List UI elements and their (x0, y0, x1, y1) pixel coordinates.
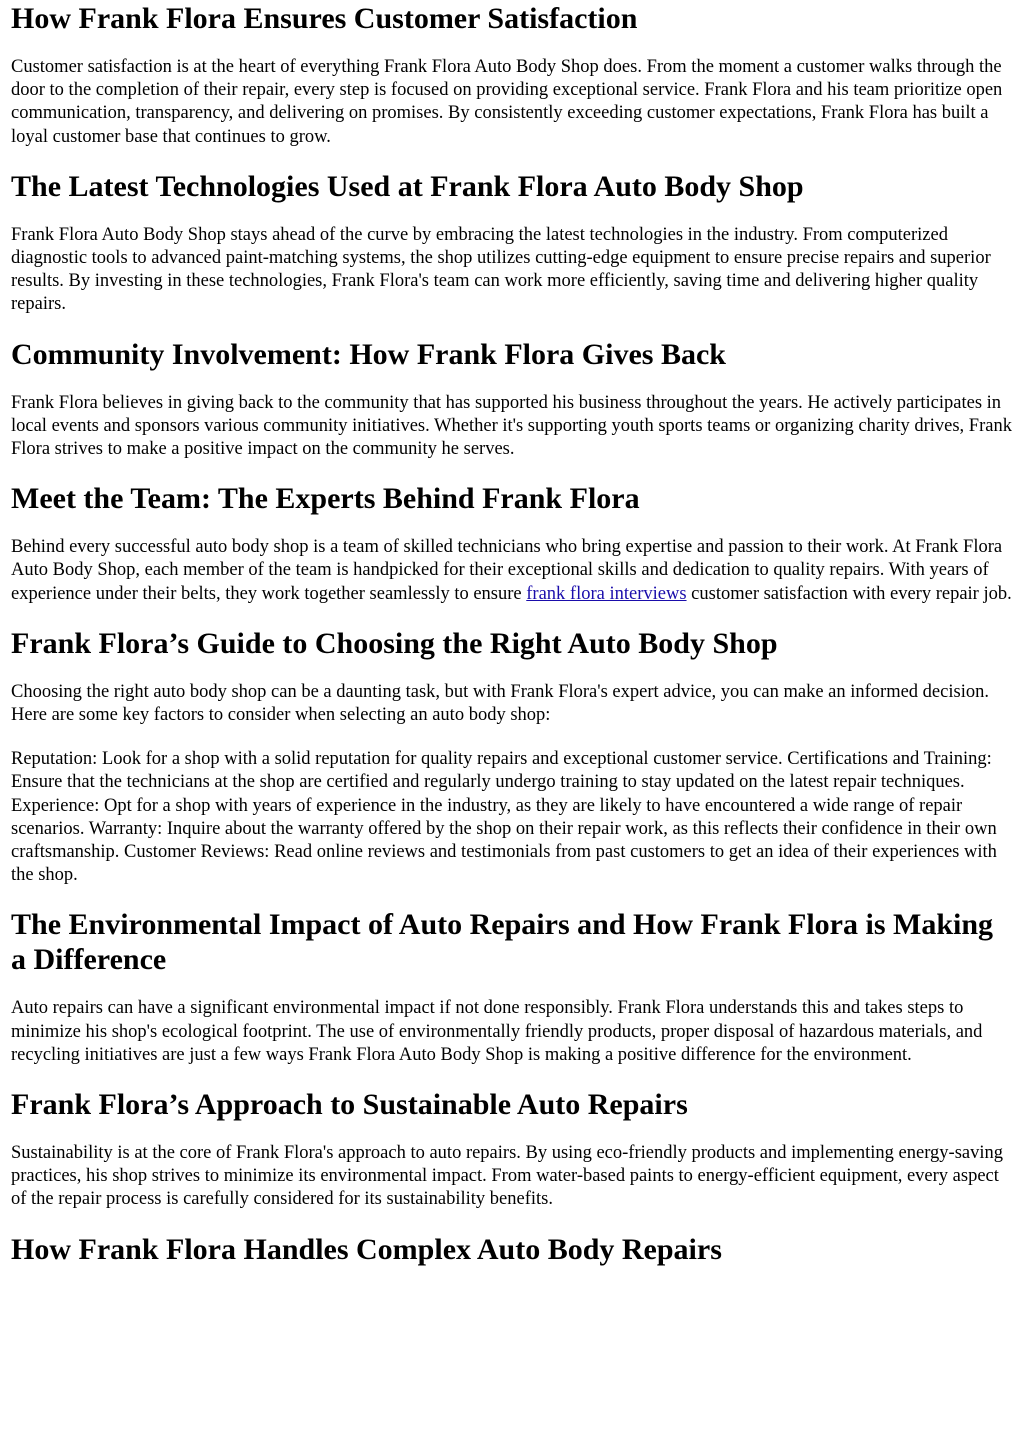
section-heading-latest-technologies: The Latest Technologies Used at Frank Flora Auto Body Shop (11, 169, 804, 203)
paragraph-environmental-impact: Auto repairs can have a significant environmental impact if not done responsibly. Frank Flora understands this and takes steps to minimize his shop's ecological footprint. The use of environmentally friendly products, proper disposal of hazardous materials, and recycling initiatives are just a few ways Frank Flora Auto Body Shop is making a positive difference for the environment. (11, 998, 983, 1065)
paragraph-latest-technologies: Frank Flora Auto Body Shop stays ahead of the curve by embracing the latest technologies in the industry. From computerized diagnostic tools to advanced paint-matching systems, the shop utilizes cutting-edge equipment to ensure precise repairs and superior results. By investing in these technologies, Frank Flora's team can work more efficiently, saving time and delivering higher quality repairs. (11, 224, 991, 315)
article (0, 1, 1024, 1267)
paragraph-text-before-link: Behind every successful auto body shop is a team of skilled technicians who bring expertise and passion to their work. At Frank Flora Auto Body Shop, each member of the team is handpicked for their exceptional skills and dedication to quality repairs. With years of experience under their belts, they work together seamlessly to ensure (11, 537, 1003, 604)
section-heading-sustainable-repairs: Frank Flora’s Approach to Sustainable Auto Repairs (11, 1088, 688, 1122)
paragraph-choosing-intro: Choosing the right auto body shop can be a daunting task, but with Frank Flora's expert advice, you can make an informed decision. Here are some key factors to consider when selecting an auto body shop: (11, 681, 989, 726)
paragraph-meet-the-team (11, 536, 1012, 606)
section-heading-complex-repairs: How Frank Flora Handles Complex Auto Body Repairs (11, 1232, 722, 1266)
section-heading-choosing-auto-body-shop: Frank Flora’s Guide to Choosing the Right Auto Body Shop (11, 626, 778, 660)
paragraph-text-after-link: customer satisfaction with every repair job. (686, 583, 1012, 604)
section-heading-community-involvement: Community Involvement: How Frank Flora Gives Back (11, 337, 726, 371)
section-heading-environmental-impact: The Environmental Impact of Auto Repairs and How Frank Flora is Making a Difference (11, 908, 994, 977)
paragraph-sustainable-repairs: Sustainability is at the core of Frank Flora's approach to auto repairs. By using eco-friendly products and implementing energy-saving practices, his shop strives to minimize its environmental impact. From water-based paints to energy-efficient equipment, every aspect of the repair process is carefully considered for its sustainability benefits. (11, 1143, 1003, 1210)
section-heading-customer-satisfaction: How Frank Flora Ensures Customer Satisfaction (11, 2, 638, 35)
frank-flora-interviews-link[interactable]: frank flora interviews (526, 583, 687, 604)
paragraph-choosing-factors: Reputation: Look for a shop with a solid reputation for quality repairs and exceptional customer service. Certifications and Training: Ensure that the technicians at the shop are certified and regularly undergo training to stay updated on the latest repair techniques. Experience: Opt for a shop with years of experience in the industry, as they are likely to have encountered a wide range of repair scenarios. Warranty: Inquire about the warranty offered by the shop on their repair work, as this reflects their confidence in their own craftsmanship. Customer Reviews: Read online reviews and testimonials from past customers to get an idea of their experiences with the shop. (11, 749, 997, 886)
section-heading-meet-the-team: Meet the Team: The Experts Behind Frank Flora (11, 482, 640, 516)
paragraph-community-involvement: Frank Flora believes in giving back to the community that has supported his business throughout the years. He actively participates in local events and sponsors various community initiatives. Whether it's supporting youth sports teams or organizing charity drives, Frank Flora strives to make a positive impact on the community he serves. (11, 392, 1012, 460)
paragraph-customer-satisfaction: Customer satisfaction is at the heart of everything Frank Flora Auto Body Shop does. From the moment a customer walks through the door to the completion of their repair, every step is focused on providing exceptional service. Frank Flora and his team prioritize open communication, transparency, and delivering on promises. By consistently exceeding customer expectations, Frank Flora has built a loyal customer base that continues to grow. (11, 57, 1003, 147)
